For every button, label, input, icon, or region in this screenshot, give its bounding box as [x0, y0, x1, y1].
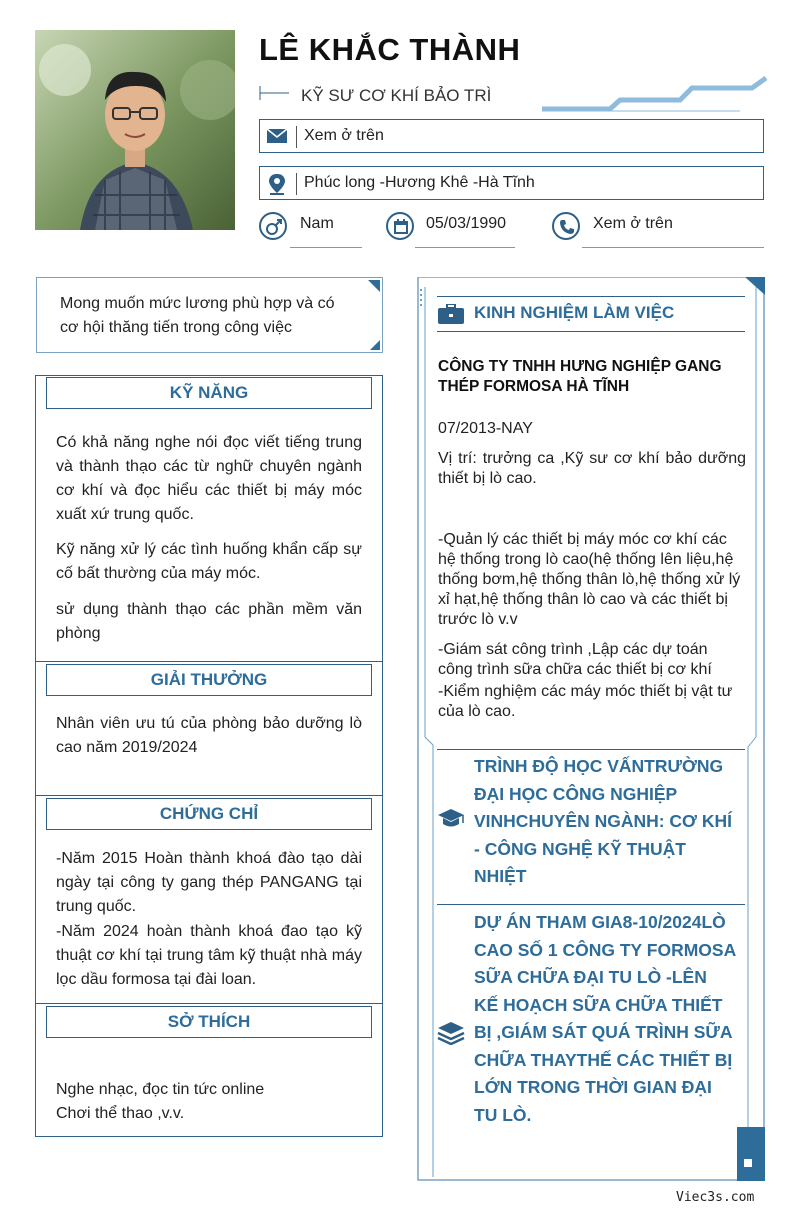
experience-heading: KINH NGHIỆM LÀM VIỆC — [474, 303, 675, 322]
duty-2: -Giám sát công trình ,Lập các dự toán công trình sữa chữa các thiết bị cơ khí — [438, 641, 712, 678]
gender-value: Nam — [300, 215, 334, 232]
hobbies-line-1: Nghe nhạc, đọc tin tức online — [56, 1081, 265, 1098]
objective-text — [60, 292, 370, 340]
certificates-para-1: -Năm 2015 Hoàn thành khoá đào tạo dài ngày tại công ty gang thép PANGANG tại trung quốc. — [56, 850, 362, 915]
projects-top-line — [437, 904, 745, 905]
layers-icon — [437, 1021, 465, 1050]
phone-value: Xem ở trên — [593, 215, 673, 232]
location-pin-icon — [266, 173, 288, 193]
education-top-line — [437, 749, 745, 750]
experience-heading-top-line — [437, 296, 745, 297]
company-name: CÔNG TY TNHH HƯNG NGHIỆP GANG THÉP FORMOSA HÀ TĨNH — [438, 358, 722, 395]
awards-para-1: Nhân viên ưu tú của phòng bảo dưỡng lò cao năm 2019/2024 — [56, 715, 362, 756]
objective-line-1: Mong muốn mức lương phù hợp và có — [60, 295, 335, 312]
awards-heading: GIẢI THƯỞNG — [46, 664, 372, 696]
graduation-cap-icon — [437, 807, 465, 834]
skills-para-2: Kỹ năng xử lý các tình huống khẩn cấp sự cố bất thường của máy móc. — [56, 541, 362, 582]
duty-3: -Kiểm nghiệm các máy móc thiết bị vật tư của lò cao. — [438, 683, 733, 720]
email-value: Xem ở trên — [304, 127, 384, 144]
birthdate-value: 05/03/1990 — [426, 215, 507, 232]
title-decoration — [259, 86, 289, 100]
envelope-icon — [266, 126, 288, 146]
birthdate-underline — [415, 247, 515, 248]
projects-text: DỰ ÁN THAM GIA8-10/2024LÒ CAO SỐ 1 CÔNG TY FORMOSA SỮA CHỮA ĐẠI TU LÒ -LÊN KẾ HOẠCH SỮA CHỮA THIẾT BỊ ,GIÁM SÁT QUÁ TRÌNH SỮA CHỮA THAYTHẾ CÁC THIẾT BỊ LỚN TRONG THỜI GIAN ĐẠI TU LÒ. — [474, 912, 736, 1125]
candidate-name: LÊ KHẮC THÀNH — [259, 32, 521, 67]
briefcase-icon — [438, 304, 464, 329]
address-value: Phúc long -Hương Khê -Hà Tĩnh — [304, 174, 535, 191]
experience-heading-bottom-line — [437, 331, 745, 332]
certificates-para-2: -Năm 2024 hoàn thành khoá đao tạo kỹ thuật cơ khí tại trung tâm kỹ thuật nhà máy lọc dầu formosa tại đài loan. — [56, 923, 362, 988]
phone-icon — [552, 212, 580, 240]
education-text: TRÌNH ĐỘ HỌC VẤNTRƯỜNG ĐẠI HỌC CÔNG NGHIỆP VINHCHUYÊN NGÀNH: CƠ KHÍ - CÔNG NGHỆ KỸ THUẬT NHIỆT — [474, 756, 732, 886]
gender-underline — [290, 247, 362, 248]
skills-heading: KỸ NĂNG — [46, 377, 372, 409]
section-divider — [35, 795, 383, 796]
hobbies-line-2: Chơi thể thao ,v.v. — [56, 1105, 185, 1122]
header-decoration — [540, 74, 770, 114]
certificates-heading: CHỨNG CHỈ — [46, 798, 372, 830]
skills-para-3: sử dụng thành thạo các phần mềm văn phòng — [56, 601, 362, 642]
job-title: KỸ SƯ CƠ KHÍ BẢO TRÌ — [301, 86, 492, 105]
work-period: 07/2013-NAY — [438, 420, 533, 437]
hobbies-heading: SỞ THÍCH — [46, 1006, 372, 1038]
gender-icon — [259, 212, 287, 240]
address-row — [259, 166, 764, 200]
duty-1: -Quản lý các thiết bị máy móc cơ khí các hệ thống trong lò cao(hệ thống lên liệu,hệ thống bơm,hệ thống thân lò,hệ thống xử lý xỉ hạt,hệ thống thân lò cao và các thiết bị trước lò v.v — [438, 531, 741, 628]
skills-para-1: Có khả năng nghe nói đọc viết tiếng trung và thành thạo các từ nghữ chuyên ngành cơ khí và đọc hiểu các thiết bị máy móc xuất xứ trung quốc. — [56, 434, 362, 523]
objective-line-2: cơ hội thăng tiến trong công việc — [60, 319, 292, 336]
section-divider — [35, 661, 383, 662]
brand-footer: Viec3s.com — [676, 1190, 755, 1205]
calendar-icon — [386, 212, 414, 240]
section-divider — [35, 1003, 383, 1004]
work-position: Vị trí: trưởng ca ,Kỹ sư cơ khí bảo dưỡng thiết bị lò cao. — [438, 450, 746, 487]
email-row — [259, 119, 764, 153]
profile-photo — [35, 30, 235, 230]
phone-underline — [582, 247, 764, 248]
